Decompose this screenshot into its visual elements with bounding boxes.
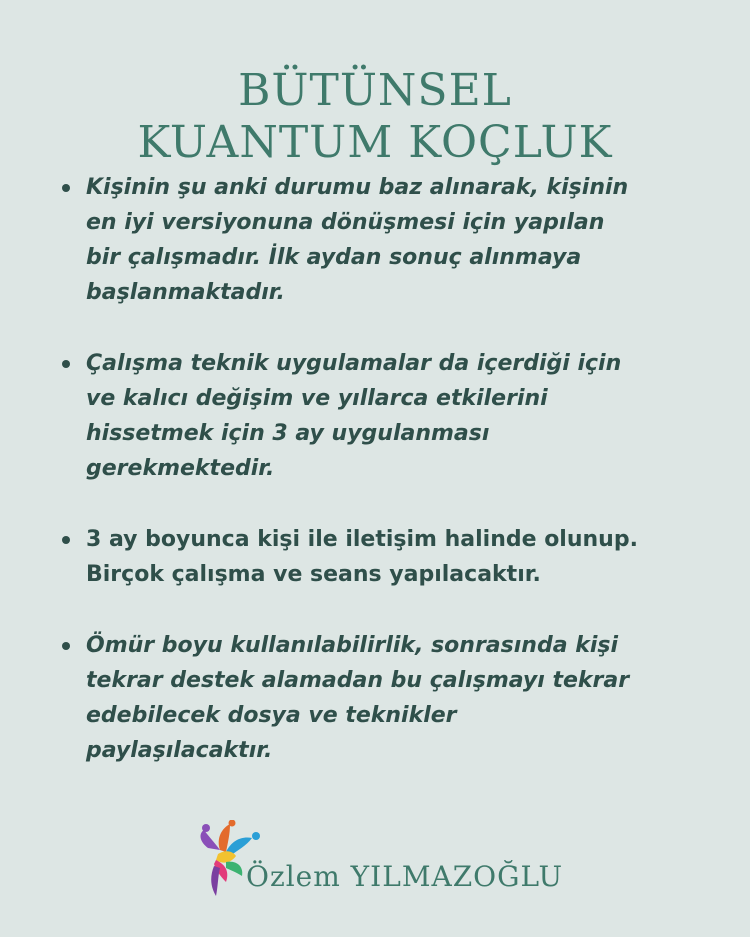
bullet-line: en iyi versiyonuna dönüşmesi için yapılan <box>86 210 605 235</box>
bullet-line: tekrar destek alamadan bu çalışmayı tekrar <box>86 668 630 693</box>
bullet-line: Birçok çalışma ve seans yapılacaktır. <box>86 562 541 587</box>
bullet-item-4 <box>58 628 718 768</box>
brand-logo <box>196 820 564 900</box>
bullet-line: edebilecek dosya ve teknikler <box>86 703 457 728</box>
bullet-list <box>58 170 718 804</box>
bullet-line: başlanmaktadır. <box>86 280 285 305</box>
bullet-dot-icon <box>62 360 70 368</box>
bullet-line: paylaşılacaktır. <box>86 738 273 763</box>
page-title-line-1: BÜTÜNSEL <box>238 65 512 116</box>
bullet-line: Ömür boyu kullanılabilirlik, sonrasında kişi <box>86 633 619 658</box>
bullet-line: bir çalışmadır. İlk aydan sonuç alınmaya <box>86 245 582 270</box>
bullet-dot-icon <box>62 536 70 544</box>
bullet-dot-icon <box>62 184 70 192</box>
brand-name: Özlem YILMAZOĞLU <box>246 860 564 893</box>
bullet-item-3 <box>58 522 718 592</box>
bullet-item-1 <box>58 170 718 310</box>
bullet-dot-icon <box>62 642 70 650</box>
bullet-line: 3 ay boyunca kişi ile iletişim halinde olunup. <box>86 527 638 552</box>
page-title-line-2: KUANTUM KOÇLUK <box>137 117 613 168</box>
bullet-line: ve kalıcı değişim ve yıllarca etkilerini <box>86 386 548 411</box>
bullet-line: Kişinin şu anki durumu baz alınarak, kişinin <box>86 175 629 200</box>
bullet-line: hissetmek için 3 ay uygulanması <box>86 421 490 446</box>
bullet-item-2 <box>58 346 718 486</box>
bullet-line: gerekmektedir. <box>86 456 275 481</box>
bullet-line: Çalışma teknik uygulamalar da içerdiği için <box>86 351 622 376</box>
